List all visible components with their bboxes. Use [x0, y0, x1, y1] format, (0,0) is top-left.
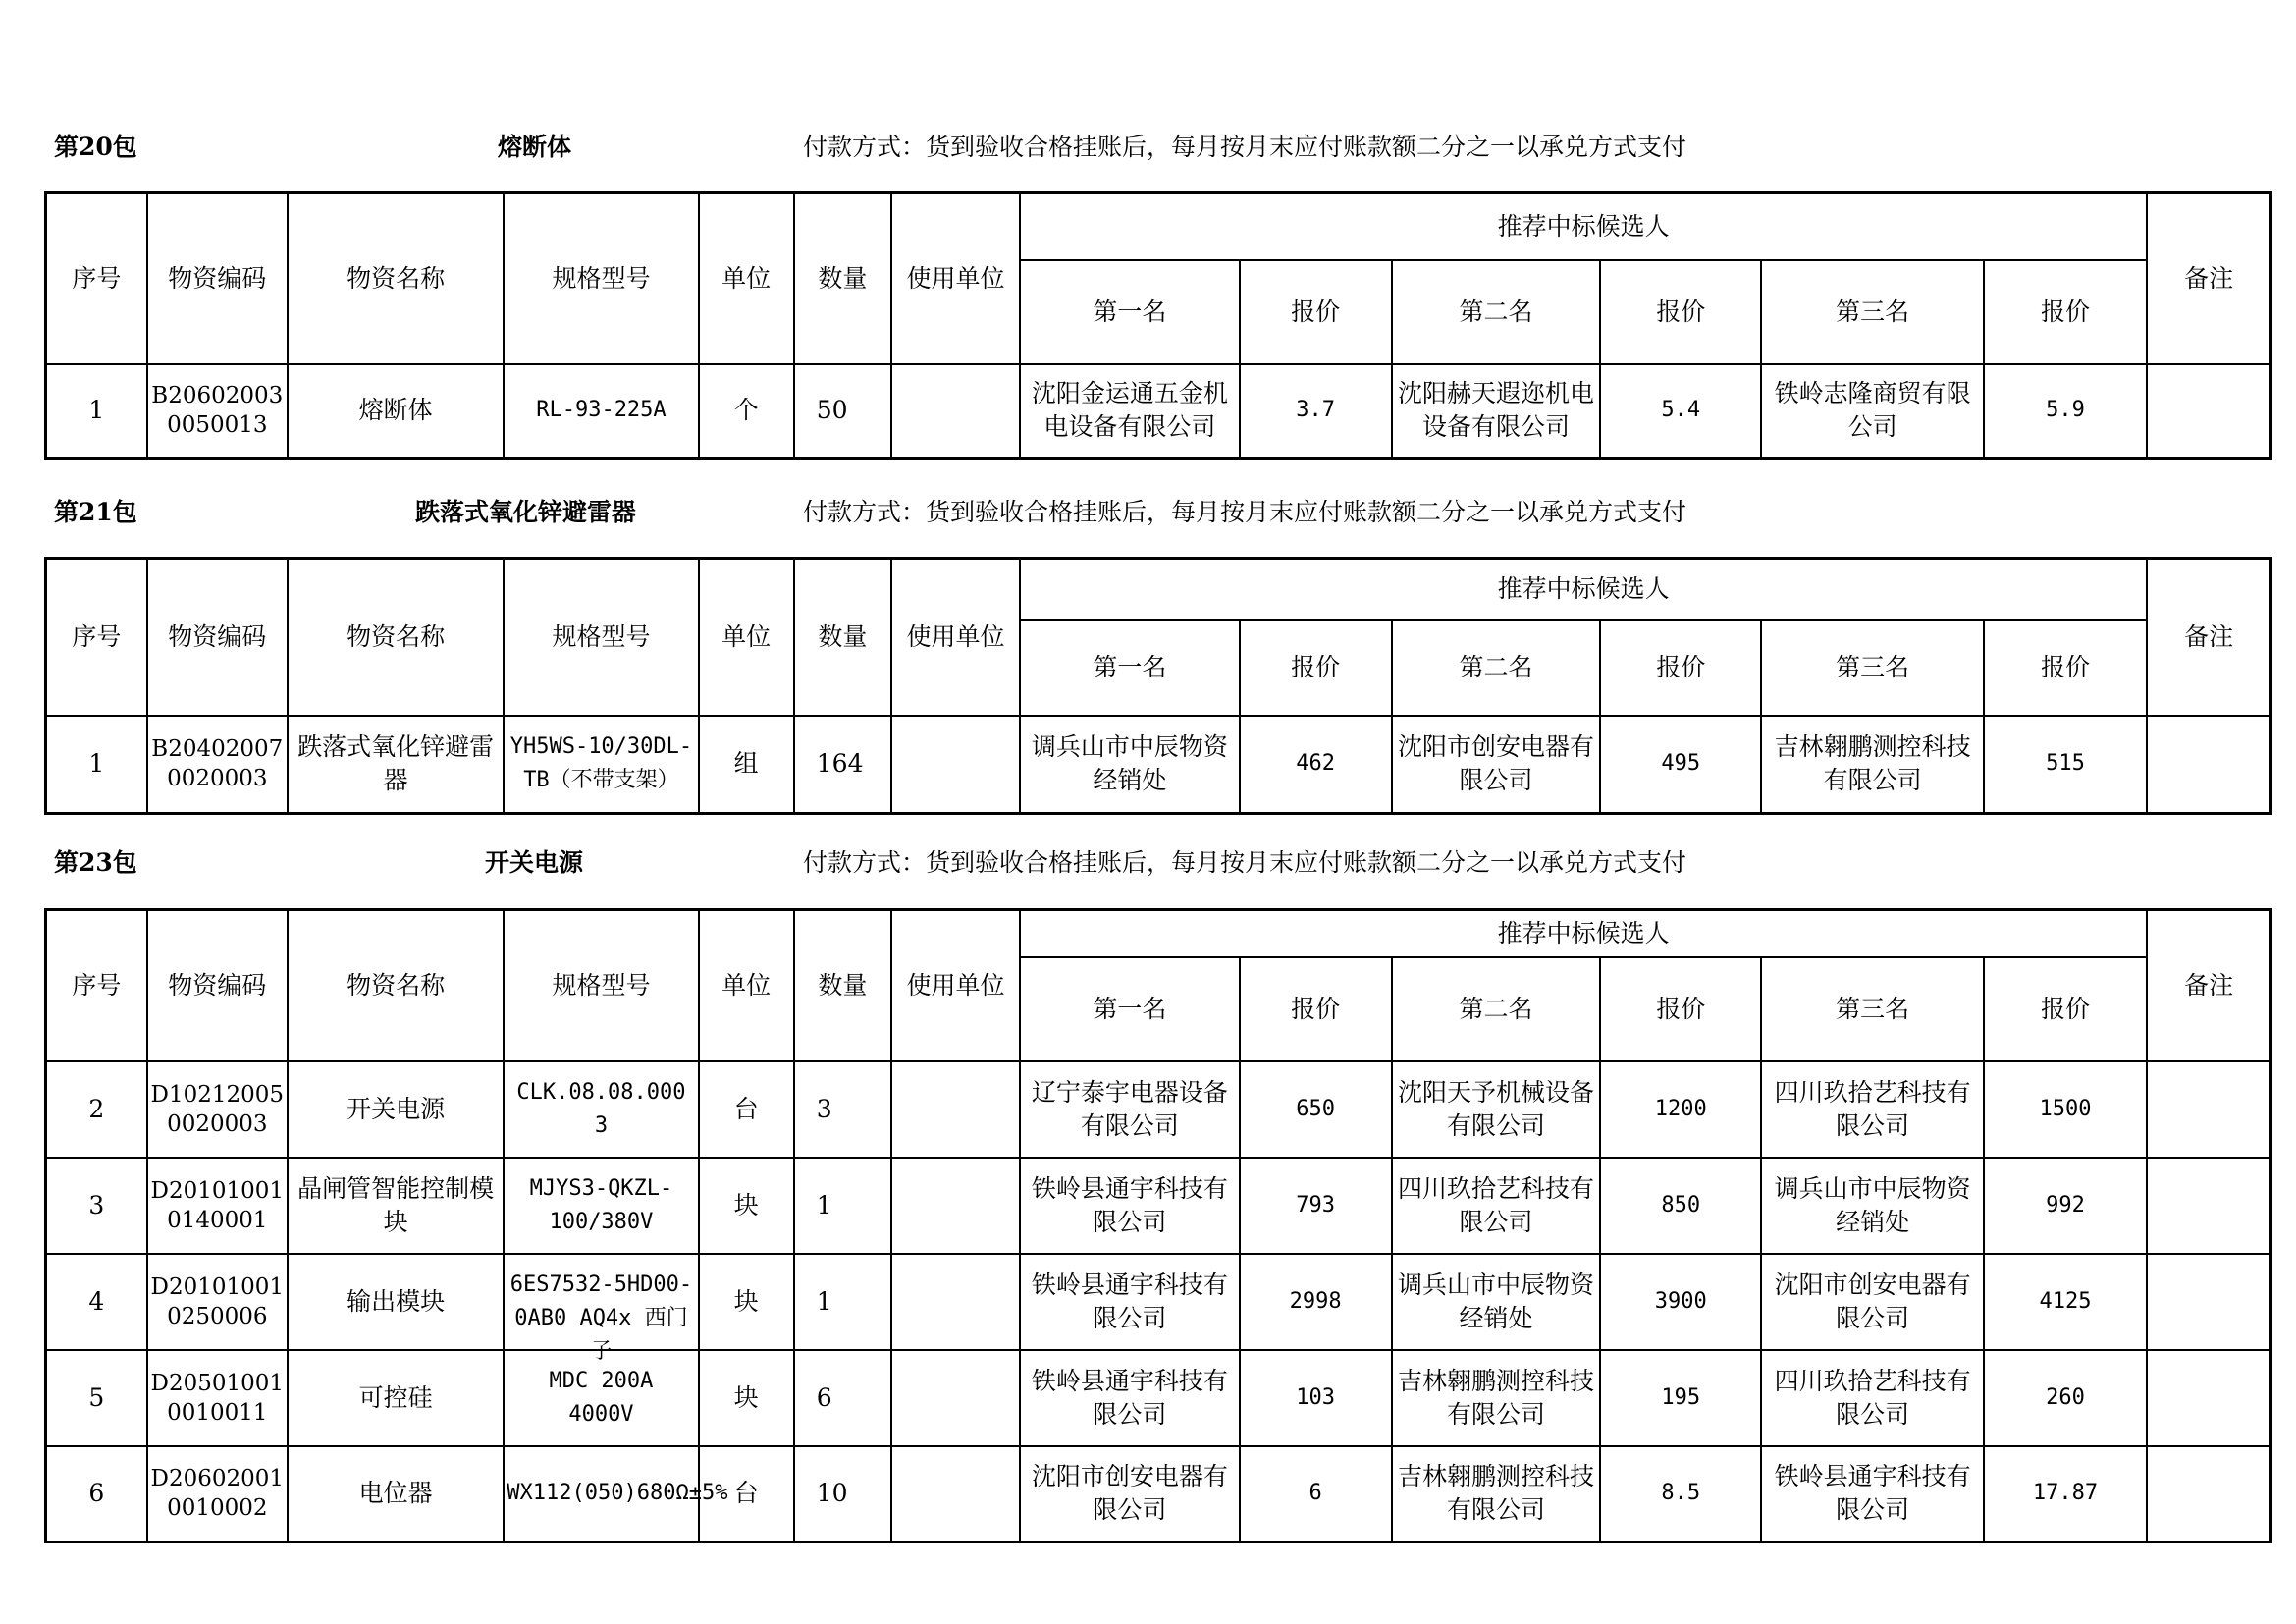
- price-header: 报价: [1984, 620, 2147, 716]
- unit-header: 单位: [699, 193, 794, 364]
- first-rank-cell: [1020, 1446, 1239, 1543]
- code-header: 物资编码: [147, 910, 288, 1061]
- spec-cell: [504, 1350, 698, 1446]
- first-price-cell-text: 103: [1296, 1384, 1336, 1410]
- qty-cell: [794, 716, 891, 814]
- seq-cell-text: 6: [88, 1479, 105, 1508]
- name-cell: [288, 1446, 504, 1543]
- second-rank-cell: [1392, 1350, 1600, 1446]
- second-rank-cell-text: 沈阳市创安电器有限公司: [1397, 732, 1594, 795]
- second-price-cell-text: 5.4: [1661, 398, 1701, 423]
- qty-header: 数量: [794, 193, 891, 364]
- second-price-cell: [1600, 1350, 1761, 1446]
- first-rank-cell-text: 铁岭县通宇科技有限公司: [1031, 1270, 1228, 1332]
- third-rank-header: 第三名: [1761, 957, 1983, 1061]
- price-header: 报价: [1600, 957, 1761, 1061]
- code-cell-text: B20602003 0050013: [151, 383, 284, 439]
- table-row: [46, 716, 2271, 814]
- spec-cell-text: CLK.08.08.000 3: [516, 1079, 686, 1138]
- qty-header: 数量: [794, 559, 891, 716]
- third-price-cell-text: 260: [2046, 1384, 2085, 1410]
- second-price-cell-text: 8.5: [1661, 1481, 1701, 1506]
- code-cell-text: D20501001 0010011: [150, 1370, 285, 1426]
- user-unit-cell: [891, 716, 1020, 814]
- unit-cell-text: 台: [733, 1094, 759, 1123]
- second-price-cell-text: 3900: [1654, 1288, 1707, 1314]
- unit-cell-text: 块: [733, 1382, 759, 1412]
- code-cell: [147, 1350, 288, 1446]
- table-row: [46, 1158, 2271, 1254]
- seq-cell-text: 1: [88, 749, 105, 779]
- spec-cell: [504, 1158, 698, 1254]
- third-rank-cell: [1761, 1061, 1983, 1158]
- candidates-header: 推荐中标候选人: [1020, 559, 2147, 620]
- seq-header: 序号: [46, 559, 147, 716]
- first-rank-cell-text: 铁岭县通宇科技有限公司: [1031, 1366, 1228, 1429]
- third-rank-cell: [1761, 1350, 1983, 1446]
- first-price-cell-text: 793: [1296, 1192, 1336, 1218]
- package-header: [0, 128, 2296, 167]
- seq-cell: [46, 1446, 147, 1543]
- seq-header: 序号: [46, 910, 147, 1061]
- spec-cell-text: MDC 200A 4000V: [549, 1368, 654, 1427]
- unit-cell-text: 组: [733, 749, 759, 779]
- second-rank-cell-text: 沈阳赫天遐迩机电设备有限公司: [1397, 379, 1594, 442]
- first-price-cell: [1240, 1158, 1392, 1254]
- table-row: [46, 364, 2271, 459]
- remark-header: 备注: [2147, 193, 2270, 364]
- user-unit-cell: [891, 1158, 1020, 1254]
- remark-cell: [2147, 1061, 2270, 1158]
- third-rank-cell-text: 吉林翱鹏测控科技有限公司: [1774, 732, 1971, 795]
- first-rank-cell-text: 调兵山市中辰物资经销处: [1031, 732, 1228, 795]
- spec-cell-text: YH5WS-10/30DL-TB（不带支架）: [509, 734, 693, 793]
- first-price-cell: [1240, 1254, 1392, 1350]
- remark-cell: [2147, 364, 2270, 459]
- third-rank-cell-text: 铁岭志隆商贸有限公司: [1774, 379, 1971, 442]
- second-rank-cell: [1392, 1061, 1600, 1158]
- second-rank-header: 第二名: [1392, 620, 1600, 716]
- second-rank-cell-text: 四川玖拾艺科技有限公司: [1397, 1173, 1594, 1236]
- unit-cell: [699, 1350, 794, 1446]
- first-price-cell: [1240, 716, 1392, 814]
- third-price-cell-text: 17.87: [2032, 1481, 2099, 1506]
- qty-cell: [794, 1254, 891, 1350]
- second-price-cell: [1600, 1446, 1761, 1543]
- package-number: 第23包: [54, 848, 137, 877]
- name-cell-text: 可控硅: [358, 1382, 433, 1412]
- third-price-cell-text: 992: [2046, 1192, 2085, 1218]
- payment-terms: 付款方式：货到验收合格挂账后，每月按月末应付账款额二分之一以承兑方式支付: [803, 498, 1687, 526]
- remark-cell: [2147, 716, 2270, 814]
- code-cell-text: D10212005 0020003: [150, 1081, 285, 1137]
- third-price-cell-text: 5.9: [2046, 398, 2085, 423]
- code-cell-text: B20402007 0020003: [151, 736, 284, 792]
- code-header: 物资编码: [147, 559, 288, 716]
- third-price-cell: [1984, 716, 2147, 814]
- unit-cell-text: 块: [733, 1190, 759, 1219]
- code-header: 物资编码: [147, 193, 288, 364]
- unit-cell-text: 个: [733, 396, 759, 425]
- header-row: [46, 910, 2271, 957]
- first-rank-cell-text: 铁岭县通宇科技有限公司: [1031, 1173, 1228, 1236]
- spec-cell-text: 6ES7532-5HD00-0AB0 AQ4x 西门子: [509, 1272, 693, 1364]
- name-cell-text: 晶闸管智能控制模块: [297, 1173, 495, 1236]
- bid-table: [44, 557, 2272, 815]
- spec-header: 规格型号: [504, 559, 698, 716]
- second-rank-cell: [1392, 1158, 1600, 1254]
- user-unit-cell: [891, 1061, 1020, 1158]
- candidates-header: 推荐中标候选人: [1020, 193, 2147, 260]
- candidates-header: 推荐中标候选人: [1020, 910, 2147, 957]
- third-rank-cell-text: 调兵山市中辰物资经销处: [1774, 1173, 1971, 1236]
- name-header: 物资名称: [288, 910, 504, 1061]
- first-price-cell-text: 6: [1308, 1481, 1322, 1506]
- qty-cell-text: 1: [816, 1190, 832, 1219]
- package-name: 开关电源: [485, 848, 584, 877]
- spec-cell-text: RL-93-225A: [536, 398, 667, 423]
- bid-table: [44, 191, 2272, 460]
- second-rank-cell: [1392, 364, 1600, 459]
- package-name: 跌落式氧化锌避雷器: [415, 498, 637, 526]
- qty-header: 数量: [794, 910, 891, 1061]
- price-header: 报价: [1600, 620, 1761, 716]
- header-row: [46, 559, 2271, 620]
- name-header: 物资名称: [288, 193, 504, 364]
- first-price-cell-text: 2998: [1289, 1288, 1342, 1314]
- second-price-cell: [1600, 716, 1761, 814]
- first-rank-header: 第一名: [1020, 260, 1239, 364]
- third-price-cell: [1984, 1254, 2147, 1350]
- name-cell: [288, 1158, 504, 1254]
- third-price-cell-text: 4125: [2039, 1288, 2092, 1314]
- third-rank-cell-text: 四川玖拾艺科技有限公司: [1774, 1077, 1971, 1140]
- seq-cell: [46, 1061, 147, 1158]
- qty-cell-text: 10: [816, 1479, 848, 1508]
- third-price-cell-text: 515: [2046, 751, 2085, 777]
- unit-cell: [699, 1254, 794, 1350]
- price-header: 报价: [1600, 260, 1761, 364]
- second-price-cell: [1600, 364, 1761, 459]
- user-unit-header: 使用单位: [891, 910, 1020, 1061]
- unit-cell: [699, 716, 794, 814]
- first-rank-cell: [1020, 1350, 1239, 1446]
- unit-cell-text: 台: [733, 1479, 759, 1508]
- third-rank-cell: [1761, 1158, 1983, 1254]
- code-cell: [147, 1446, 288, 1543]
- first-price-cell: [1240, 1350, 1392, 1446]
- first-price-cell: [1240, 1061, 1392, 1158]
- table-row: [46, 1254, 2271, 1350]
- first-rank-cell: [1020, 716, 1239, 814]
- first-price-cell: [1240, 1446, 1392, 1543]
- third-rank-cell: [1761, 364, 1983, 459]
- spec-cell: [504, 1254, 698, 1364]
- name-cell: [288, 1254, 504, 1350]
- qty-cell-text: 1: [816, 1286, 832, 1316]
- user-unit-header: 使用单位: [891, 559, 1020, 716]
- first-rank-cell: [1020, 1254, 1239, 1350]
- qty-cell: [794, 364, 891, 459]
- first-rank-cell-text: 沈阳市创安电器有限公司: [1031, 1462, 1228, 1525]
- name-cell: [288, 1350, 504, 1446]
- code-cell-text: D20101001 0140001: [150, 1177, 285, 1233]
- unit-cell: [699, 1061, 794, 1158]
- price-header: 报价: [1984, 957, 2147, 1061]
- second-rank-cell-text: 沈阳天予机械设备有限公司: [1397, 1077, 1594, 1140]
- second-rank-cell-text: 吉林翱鹏测控科技有限公司: [1397, 1366, 1594, 1429]
- first-rank-cell-text: 沈阳金运通五金机电设备有限公司: [1031, 379, 1228, 442]
- third-rank-cell: [1761, 716, 1983, 814]
- qty-cell: [794, 1061, 891, 1158]
- name-header: 物资名称: [288, 559, 504, 716]
- name-cell-text: 输出模块: [347, 1286, 446, 1316]
- qty-cell: [794, 1350, 891, 1446]
- third-rank-cell-text: 沈阳市创安电器有限公司: [1774, 1270, 1971, 1332]
- name-cell-text: 跌落式氧化锌避雷器: [297, 732, 495, 795]
- seq-cell: [46, 364, 147, 459]
- unit-header: 单位: [699, 559, 794, 716]
- bid-table: [44, 908, 2272, 1543]
- third-price-cell: [1984, 1158, 2147, 1254]
- second-price-cell-text: 195: [1661, 1384, 1701, 1410]
- second-rank-header: 第二名: [1392, 260, 1600, 364]
- spec-cell-text: WX112(050)680Ω±5%: [507, 1481, 728, 1506]
- seq-cell: [46, 1350, 147, 1446]
- seq-cell-text: 1: [88, 396, 105, 425]
- seq-cell-text: 5: [88, 1382, 105, 1412]
- first-price-cell-text: 650: [1296, 1096, 1336, 1121]
- spec-cell: [504, 364, 698, 459]
- package-header: [0, 493, 2296, 532]
- second-price-cell-text: 495: [1661, 751, 1701, 777]
- remark-header: 备注: [2147, 559, 2270, 716]
- third-rank-header: 第三名: [1761, 260, 1983, 364]
- third-price-cell: [1984, 364, 2147, 459]
- name-cell-text: 开关电源: [347, 1094, 446, 1123]
- third-price-cell-text: 1500: [2039, 1096, 2092, 1121]
- payment-terms: 付款方式：货到验收合格挂账后，每月按月末应付账款额二分之一以承兑方式支付: [803, 133, 1687, 161]
- second-rank-cell: [1392, 716, 1600, 814]
- package-number: 第21包: [54, 498, 137, 526]
- price-header: 报价: [1240, 957, 1392, 1061]
- payment-terms: 付款方式：货到验收合格挂账后，每月按月末应付账款额二分之一以承兑方式支付: [803, 848, 1687, 877]
- third-rank-cell: [1761, 1254, 1983, 1350]
- third-price-cell: [1984, 1446, 2147, 1543]
- first-rank-cell: [1020, 364, 1239, 459]
- first-price-cell: [1240, 364, 1392, 459]
- user-unit-cell: [891, 1350, 1020, 1446]
- price-header: 报价: [1984, 260, 2147, 364]
- third-price-cell: [1984, 1061, 2147, 1158]
- first-rank-cell: [1020, 1158, 1239, 1254]
- seq-cell: [46, 1254, 147, 1350]
- second-rank-cell-text: 吉林翱鹏测控科技有限公司: [1397, 1462, 1594, 1525]
- qty-cell: [794, 1446, 891, 1543]
- package-header: [0, 843, 2296, 883]
- price-header: 报价: [1240, 620, 1392, 716]
- second-price-cell: [1600, 1158, 1761, 1254]
- remark-header: 备注: [2147, 910, 2270, 1061]
- spec-header: 规格型号: [504, 193, 698, 364]
- table-row: [46, 1446, 2271, 1543]
- spec-cell: [504, 716, 698, 814]
- code-cell: [147, 364, 288, 459]
- spec-cell: [504, 1061, 698, 1158]
- seq-cell-text: 3: [88, 1190, 105, 1219]
- table-row: [46, 1061, 2271, 1158]
- code-cell-text: D20101001 0250006: [150, 1273, 285, 1329]
- package-name: 熔断体: [498, 133, 572, 161]
- second-rank-cell-text: 调兵山市中辰物资经销处: [1397, 1270, 1594, 1332]
- spec-cell-text: MJYS3-QKZL-100/380V: [529, 1175, 673, 1234]
- first-rank-cell-text: 辽宁泰宇电器设备有限公司: [1031, 1077, 1228, 1140]
- seq-cell: [46, 1158, 147, 1254]
- second-price-cell: [1600, 1061, 1761, 1158]
- user-unit-header: 使用单位: [891, 193, 1020, 364]
- code-cell: [147, 1061, 288, 1158]
- user-unit-cell: [891, 1446, 1020, 1543]
- first-rank-header: 第一名: [1020, 620, 1239, 716]
- unit-cell-text: 块: [733, 1286, 759, 1316]
- header-row: [46, 193, 2271, 260]
- spec-cell: [504, 1446, 728, 1543]
- qty-cell-text: 50: [816, 396, 848, 425]
- first-rank-header: 第一名: [1020, 957, 1239, 1061]
- unit-cell: [699, 1158, 794, 1254]
- third-price-cell: [1984, 1350, 2147, 1446]
- second-price-cell: [1600, 1254, 1761, 1350]
- remark-cell: [2147, 1254, 2270, 1350]
- code-cell: [147, 1254, 288, 1350]
- user-unit-cell: [891, 364, 1020, 459]
- first-price-cell-text: 3.7: [1296, 398, 1336, 423]
- seq-cell-text: 2: [88, 1094, 105, 1123]
- qty-cell-text: 3: [816, 1094, 832, 1123]
- second-price-cell-text: 850: [1661, 1192, 1701, 1218]
- qty-cell-text: 164: [816, 749, 864, 779]
- remark-cell: [2147, 1350, 2270, 1446]
- third-rank-header: 第三名: [1761, 620, 1983, 716]
- unit-cell: [699, 364, 794, 459]
- code-cell-text: D20602001 0010002: [150, 1466, 285, 1522]
- name-cell-text: 电位器: [358, 1479, 433, 1508]
- user-unit-cell: [891, 1254, 1020, 1350]
- name-cell-text: 熔断体: [358, 396, 433, 425]
- third-rank-cell-text: 四川玖拾艺科技有限公司: [1774, 1366, 1971, 1429]
- code-cell: [147, 716, 288, 814]
- name-cell: [288, 1061, 504, 1158]
- first-price-cell-text: 462: [1296, 751, 1336, 777]
- price-header: 报价: [1240, 260, 1392, 364]
- unit-header: 单位: [699, 910, 794, 1061]
- second-rank-cell: [1392, 1446, 1600, 1543]
- qty-cell-text: 6: [816, 1382, 832, 1412]
- seq-header: 序号: [46, 193, 147, 364]
- second-rank-header: 第二名: [1392, 957, 1600, 1061]
- qty-cell: [794, 1158, 891, 1254]
- name-cell: [288, 364, 504, 459]
- remark-cell: [2147, 1158, 2270, 1254]
- name-cell: [288, 716, 504, 814]
- code-cell: [147, 1158, 288, 1254]
- remark-cell: [2147, 1446, 2270, 1543]
- second-rank-cell: [1392, 1254, 1600, 1350]
- spec-header: 规格型号: [504, 910, 698, 1061]
- package-number: 第20包: [54, 133, 137, 161]
- second-price-cell-text: 1200: [1654, 1096, 1707, 1121]
- third-rank-cell-text: 铁岭县通宇科技有限公司: [1774, 1462, 1971, 1525]
- seq-cell-text: 4: [88, 1286, 105, 1316]
- first-rank-cell: [1020, 1061, 1239, 1158]
- third-rank-cell: [1761, 1446, 1983, 1543]
- seq-cell: [46, 716, 147, 814]
- table-row: [46, 1350, 2271, 1446]
